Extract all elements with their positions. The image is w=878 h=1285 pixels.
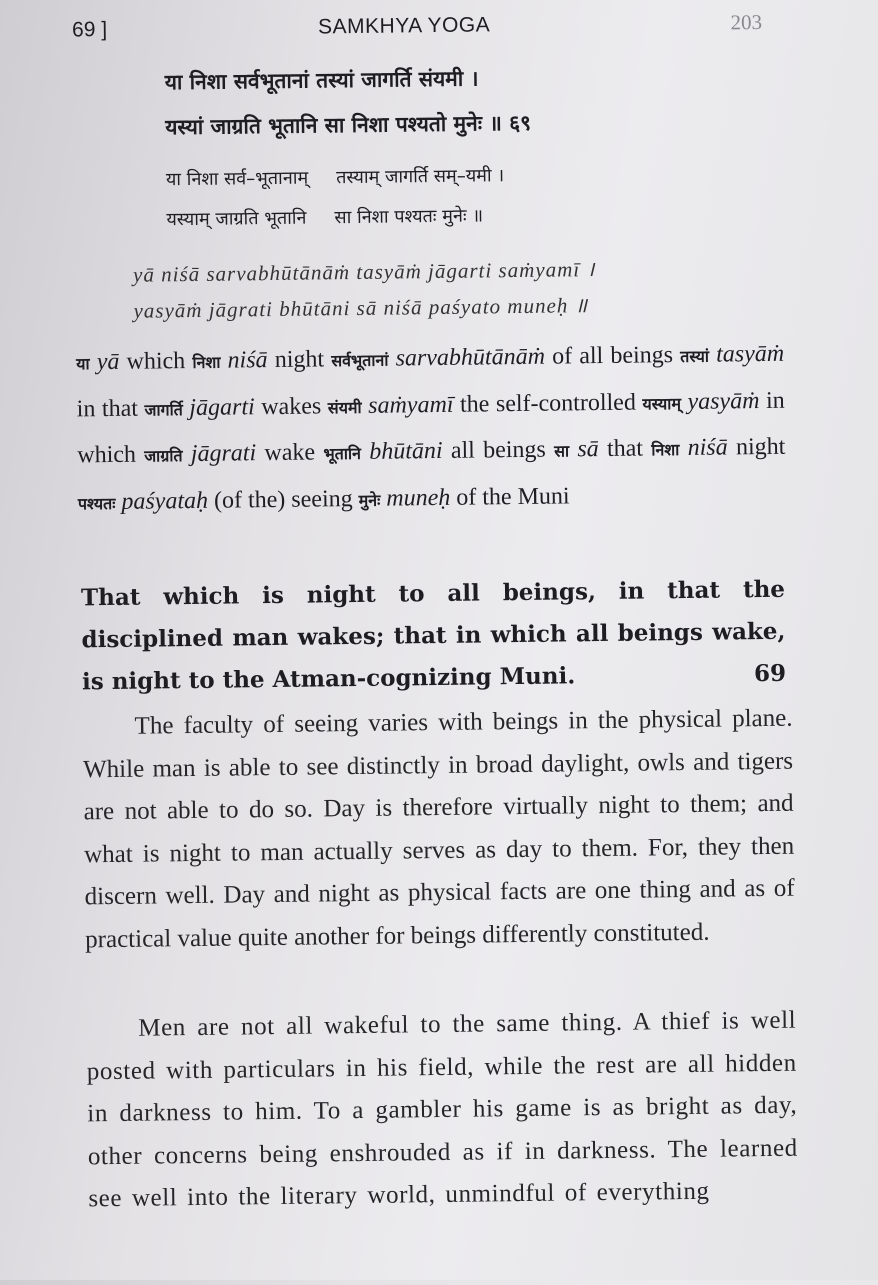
word-english: wakes <box>261 392 322 420</box>
split-line-1-right: तस्याम् जागर्ति सम्–यमी । <box>336 165 505 189</box>
word-devanagari: जाग्रति <box>144 446 183 466</box>
chapter-number: 69 ] <box>71 18 108 42</box>
split-line-2-right: सा निशा पश्यतः मुनेः ॥ <box>334 205 484 229</box>
word-meaning-entry <box>323 437 546 466</box>
word-english: in which <box>77 387 785 469</box>
page-number: 203 <box>730 10 763 35</box>
word-devanagari: संयमी <box>327 397 362 417</box>
word-english: night <box>735 433 786 461</box>
word-english: the self-controlled <box>459 389 637 418</box>
word-devanagari: निशा <box>192 352 221 373</box>
split-line-2-left: यस्याम् जाग्रति भूतानि <box>166 207 307 231</box>
word-devanagari: तस्यां <box>680 346 710 367</box>
word-transliteration: jāgrati <box>190 440 257 468</box>
split-line-1-left: या निशा सर्व–भूतानाम् <box>165 167 309 191</box>
verse-line-1: या निशा सर्वभूतानां तस्यां जागर्ति संयमी । <box>164 66 479 95</box>
translation-text: That which is night to all beings, in that the disciplined man wakes; that in which all beings wake, is night to the Atman-cognizing Muni. <box>80 575 786 696</box>
verse-translation <box>81 569 786 704</box>
word-transliteration: saṁyamī <box>368 391 454 419</box>
split-line-2 <box>166 203 483 231</box>
word-devanagari: मुनेः <box>358 490 381 510</box>
word-transliteration: jāgarti <box>189 393 255 421</box>
word-transliteration: niśā <box>227 347 268 374</box>
translit-line-2: yasyāṁ jāgrati bhūtāni sā niśā paśyato muneḥ ॥ <box>133 293 589 323</box>
word-meaning-entry <box>554 436 643 463</box>
verse-line-2: यस्यां जाग्रति भूतानि सा निशा पश्यतो मुनेः ॥ ६९ <box>165 110 532 140</box>
word-english: which <box>126 348 186 375</box>
word-meaning-entry <box>76 348 185 375</box>
word-meaning-entry <box>328 389 636 419</box>
word-english: in that <box>76 395 139 422</box>
word-transliteration: tasyāṁ <box>716 340 785 368</box>
word-devanagari: यस्याम् <box>642 393 682 414</box>
word-meaning-entry <box>78 486 353 515</box>
word-devanagari: जागर्ति <box>144 399 183 420</box>
word-english: night <box>274 346 325 373</box>
split-line-1 <box>166 163 505 191</box>
word-english: wake <box>264 439 316 467</box>
word-devanagari: भूतानि <box>323 443 362 464</box>
word-transliteration: yā <box>96 348 120 376</box>
word-english: of the Muni <box>456 482 570 511</box>
word-devanagari: या <box>76 354 90 374</box>
word-devanagari: सा <box>554 441 570 461</box>
word-transliteration: niśā <box>687 434 728 461</box>
commentary-paragraph: The faculty of seeing varies with beings in the physical plane. While man is able to see distinctly in broad daylight, owls and tigers are not able to do so. Day is therefore virtually night to them; and what is night to man actually serves as day to them. For, they then discern well. Day and night as physical facts are one thing and as of practical value quite another for beings differently constituted. <box>82 704 795 953</box>
word-english: (of the) seeing <box>213 485 353 514</box>
word-english: all beings <box>450 436 546 464</box>
running-header <box>72 8 762 46</box>
word-meaning-entry <box>358 483 569 512</box>
commentary-paragraph: Men are not all wakeful to the same thing. A thief is well posted with particulars in his field, while the rest are all hidden in darkness to him. To a gambler his game is as bright as day, other concerns being enshrouded as if in darkness. The learned see well into the literary world, unmindful of everything <box>86 1006 798 1213</box>
word-english: of all beings <box>551 342 674 370</box>
verse-number: 69 <box>753 659 787 688</box>
word-meaning-entry <box>331 342 673 372</box>
chapter-title: SAMKHYA YOGA <box>317 13 491 39</box>
word-transliteration: yasyāṁ <box>687 387 760 415</box>
word-devanagari: सर्वभूतानां <box>331 350 389 371</box>
word-meaning-entry <box>192 346 324 374</box>
word-devanagari: निशा <box>651 440 680 460</box>
word-meaning-entry <box>651 434 785 462</box>
word-devanagari: पश्यतः <box>77 493 116 513</box>
word-meaning-entry <box>144 393 321 421</box>
word-transliteration: bhūtāni <box>369 437 443 465</box>
word-meanings <box>76 332 786 527</box>
word-transliteration: sarvabhūtānāṁ <box>395 343 546 372</box>
translit-line-1: yā niśā sarvabhūtānāṁ tasyāṁ jāgarti saṁyamī । <box>132 257 596 287</box>
word-transliteration: muneḥ <box>386 484 451 512</box>
word-transliteration: paśyataḥ <box>121 487 209 515</box>
word-transliteration: sā <box>577 436 599 463</box>
word-english: that <box>606 435 644 462</box>
word-meaning-entry <box>144 440 315 468</box>
